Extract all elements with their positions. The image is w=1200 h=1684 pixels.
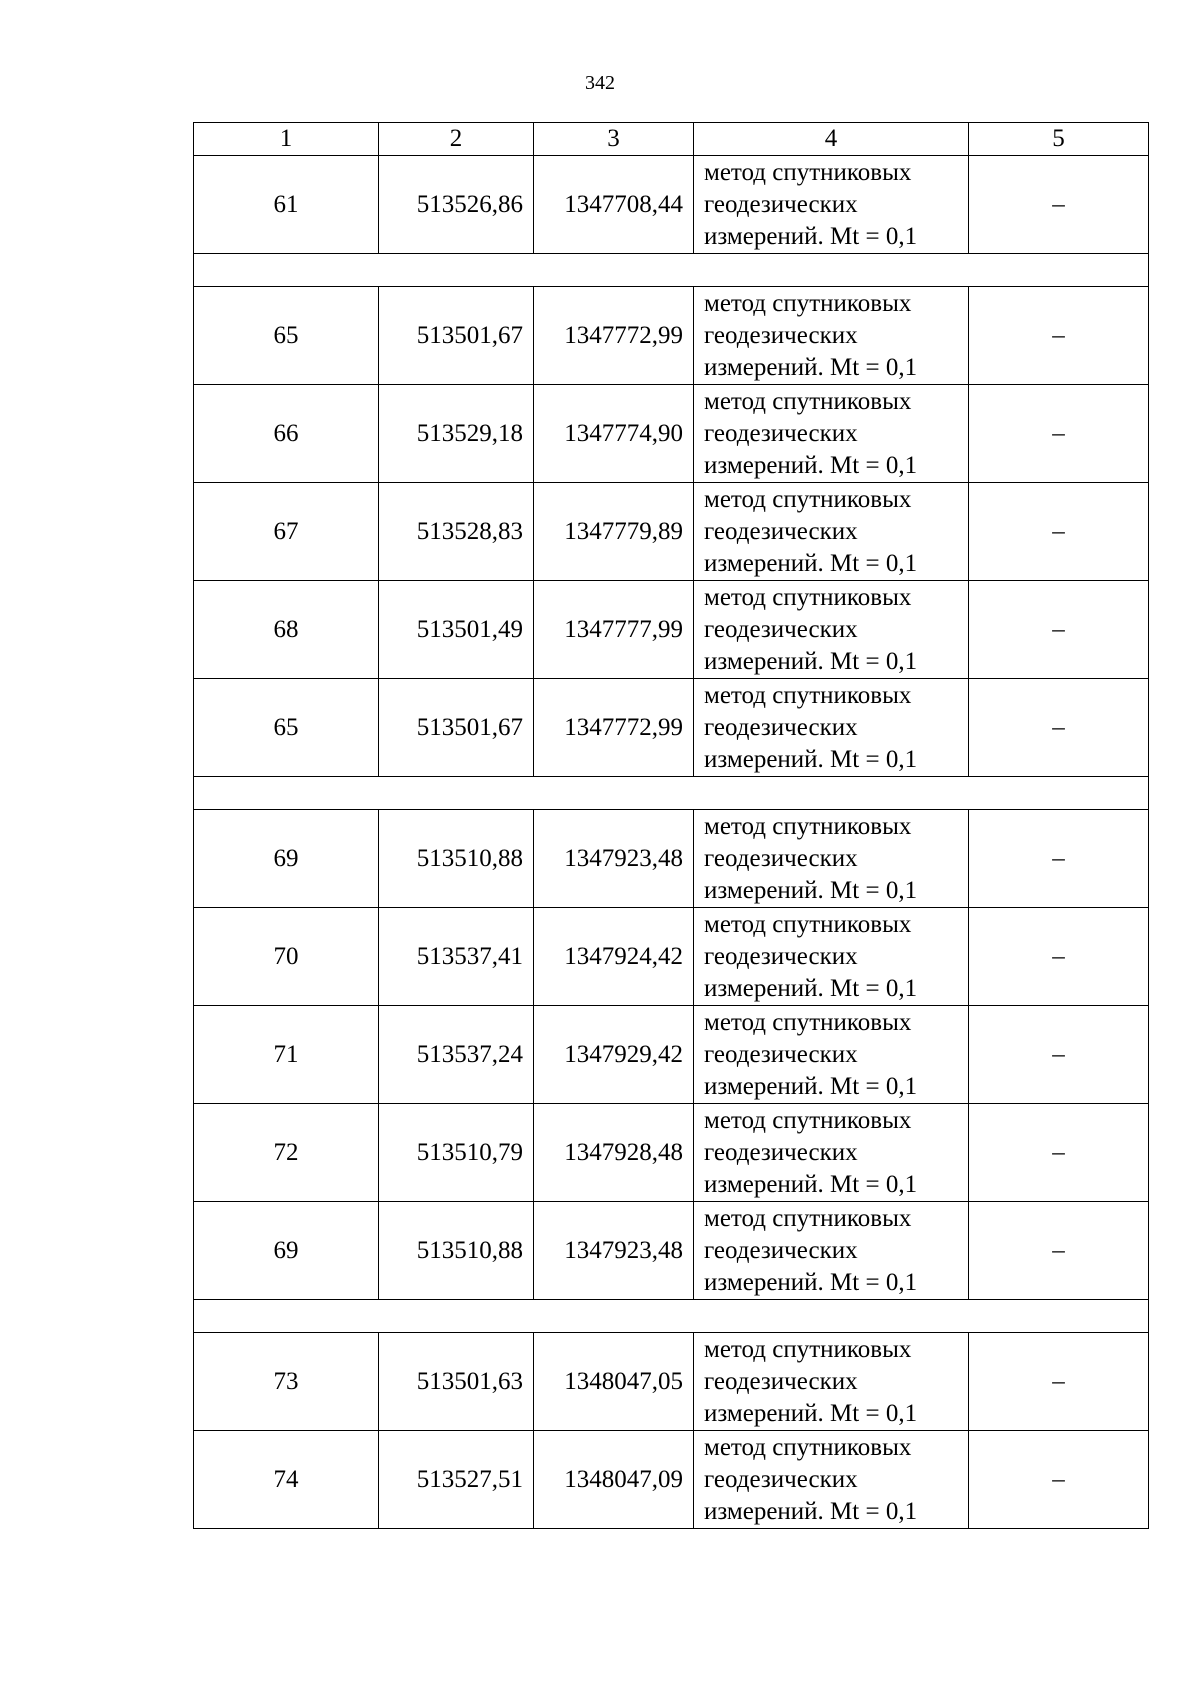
- method-cell: [694, 156, 969, 254]
- point-number-cell: 68: [194, 581, 379, 679]
- y-coordinate-cell: 1347928,48: [534, 1104, 694, 1202]
- coordinates-table: [193, 122, 1149, 1529]
- method-text-line: метод спутниковых: [704, 910, 912, 938]
- method-text-line: метод спутниковых: [704, 812, 912, 840]
- method-text-line: геодезических: [704, 1040, 858, 1068]
- method-text-line: метод спутниковых: [704, 158, 912, 186]
- method-text-line: измерений. Mt = 0,1: [704, 647, 918, 675]
- column-header: 4: [694, 123, 969, 156]
- method-text-line: метод спутниковых: [704, 681, 912, 709]
- method-cell: [694, 1202, 969, 1300]
- separator-cell: [194, 254, 1149, 287]
- method-text-line: измерений. Mt = 0,1: [704, 876, 918, 904]
- method-text-line: измерений. Mt = 0,1: [704, 1268, 918, 1296]
- point-number-cell: 67: [194, 483, 379, 581]
- point-number-cell: 73: [194, 1333, 379, 1431]
- method-text-line: геодезических: [704, 1236, 858, 1264]
- table-row: [194, 287, 1149, 385]
- note-cell: –: [969, 1104, 1149, 1202]
- table-row: [194, 1006, 1149, 1104]
- method-cell: [694, 908, 969, 1006]
- method-text-line: метод спутниковых: [704, 1204, 912, 1232]
- method-text-line: измерений. Mt = 0,1: [704, 549, 918, 577]
- point-number-cell: 66: [194, 385, 379, 483]
- x-coordinate-cell: 513537,24: [379, 1006, 534, 1104]
- note-cell: –: [969, 1333, 1149, 1431]
- x-coordinate-cell: 513526,86: [379, 156, 534, 254]
- method-cell: [694, 1431, 969, 1529]
- table-separator-row: [194, 254, 1149, 287]
- y-coordinate-cell: 1347923,48: [534, 810, 694, 908]
- note-cell: –: [969, 581, 1149, 679]
- method-text-line: геодезических: [704, 419, 858, 447]
- table-row: [194, 1431, 1149, 1529]
- method-text-line: измерений. Mt = 0,1: [704, 353, 918, 381]
- y-coordinate-cell: 1347923,48: [534, 1202, 694, 1300]
- point-number-cell: 65: [194, 287, 379, 385]
- x-coordinate-cell: 513501,67: [379, 287, 534, 385]
- note-cell: –: [969, 483, 1149, 581]
- y-coordinate-cell: 1347708,44: [534, 156, 694, 254]
- note-cell: –: [969, 1431, 1149, 1529]
- table-row: [194, 581, 1149, 679]
- note-cell: –: [969, 810, 1149, 908]
- note-cell: –: [969, 156, 1149, 254]
- point-number-cell: 69: [194, 1202, 379, 1300]
- method-text-line: измерений. Mt = 0,1: [704, 745, 918, 773]
- method-cell: [694, 385, 969, 483]
- note-cell: –: [969, 1202, 1149, 1300]
- x-coordinate-cell: 513510,88: [379, 810, 534, 908]
- y-coordinate-cell: 1348047,05: [534, 1333, 694, 1431]
- method-cell: [694, 810, 969, 908]
- table-row: [194, 1104, 1149, 1202]
- method-text-line: геодезических: [704, 844, 858, 872]
- point-number-cell: 71: [194, 1006, 379, 1104]
- method-text-line: метод спутниковых: [704, 1008, 912, 1036]
- x-coordinate-cell: 513528,83: [379, 483, 534, 581]
- point-number-cell: 61: [194, 156, 379, 254]
- method-text-line: геодезических: [704, 517, 858, 545]
- note-cell: –: [969, 287, 1149, 385]
- method-cell: [694, 581, 969, 679]
- method-cell: [694, 1104, 969, 1202]
- point-number-cell: 69: [194, 810, 379, 908]
- x-coordinate-cell: 513501,63: [379, 1333, 534, 1431]
- method-cell: [694, 483, 969, 581]
- table-row: [194, 810, 1149, 908]
- y-coordinate-cell: 1347777,99: [534, 581, 694, 679]
- table-separator-row: [194, 1300, 1149, 1333]
- method-text-line: геодезических: [704, 1465, 858, 1493]
- y-coordinate-cell: 1347772,99: [534, 679, 694, 777]
- x-coordinate-cell: 513537,41: [379, 908, 534, 1006]
- table-row: [194, 483, 1149, 581]
- y-coordinate-cell: 1347772,99: [534, 287, 694, 385]
- method-text-line: геодезических: [704, 1367, 858, 1395]
- point-number-cell: 74: [194, 1431, 379, 1529]
- method-text-line: измерений. Mt = 0,1: [704, 974, 918, 1002]
- x-coordinate-cell: 513501,49: [379, 581, 534, 679]
- header-row: [194, 123, 1149, 156]
- note-cell: –: [969, 908, 1149, 1006]
- method-text-line: метод спутниковых: [704, 1335, 912, 1363]
- method-text-line: геодезических: [704, 190, 858, 218]
- x-coordinate-cell: 513510,79: [379, 1104, 534, 1202]
- method-cell: [694, 287, 969, 385]
- separator-cell: [194, 777, 1149, 810]
- method-text-line: метод спутниковых: [704, 289, 912, 317]
- table-row: [194, 385, 1149, 483]
- note-cell: –: [969, 385, 1149, 483]
- table-separator-row: [194, 777, 1149, 810]
- x-coordinate-cell: 513527,51: [379, 1431, 534, 1529]
- table-row: [194, 1333, 1149, 1431]
- table-row: [194, 156, 1149, 254]
- method-text-line: геодезических: [704, 1138, 858, 1166]
- method-text-line: измерений. Mt = 0,1: [704, 1170, 918, 1198]
- column-header: 2: [379, 123, 534, 156]
- method-text-line: измерений. Mt = 0,1: [704, 451, 918, 479]
- column-header: 3: [534, 123, 694, 156]
- method-text-line: геодезических: [704, 713, 858, 741]
- method-text-line: измерений. Mt = 0,1: [704, 1399, 918, 1427]
- y-coordinate-cell: 1347774,90: [534, 385, 694, 483]
- method-text-line: геодезических: [704, 942, 858, 970]
- method-text-line: геодезических: [704, 321, 858, 349]
- method-cell: [694, 1006, 969, 1104]
- y-coordinate-cell: 1348047,09: [534, 1431, 694, 1529]
- table-body: [194, 156, 1149, 1529]
- method-cell: [694, 679, 969, 777]
- note-cell: –: [969, 1006, 1149, 1104]
- point-number-cell: 72: [194, 1104, 379, 1202]
- column-header: 1: [194, 123, 379, 156]
- table-row: [194, 1202, 1149, 1300]
- y-coordinate-cell: 1347779,89: [534, 483, 694, 581]
- point-number-cell: 65: [194, 679, 379, 777]
- method-text-line: измерений. Mt = 0,1: [704, 1497, 918, 1525]
- y-coordinate-cell: 1347924,42: [534, 908, 694, 1006]
- method-text-line: метод спутниковых: [704, 583, 912, 611]
- point-number-cell: 70: [194, 908, 379, 1006]
- y-coordinate-cell: 1347929,42: [534, 1006, 694, 1104]
- method-text-line: метод спутниковых: [704, 1433, 912, 1461]
- table-row: [194, 908, 1149, 1006]
- method-text-line: метод спутниковых: [704, 387, 912, 415]
- x-coordinate-cell: 513510,88: [379, 1202, 534, 1300]
- page-number: 342: [585, 72, 615, 94]
- method-text-line: измерений. Mt = 0,1: [704, 1072, 918, 1100]
- method-cell: [694, 1333, 969, 1431]
- table-row: [194, 679, 1149, 777]
- method-text-line: геодезических: [704, 615, 858, 643]
- separator-cell: [194, 1300, 1149, 1333]
- method-text-line: метод спутниковых: [704, 485, 912, 513]
- x-coordinate-cell: 513529,18: [379, 385, 534, 483]
- column-header: 5: [969, 123, 1149, 156]
- note-cell: –: [969, 679, 1149, 777]
- x-coordinate-cell: 513501,67: [379, 679, 534, 777]
- method-text-line: метод спутниковых: [704, 1106, 912, 1134]
- method-text-line: измерений. Mt = 0,1: [704, 222, 918, 250]
